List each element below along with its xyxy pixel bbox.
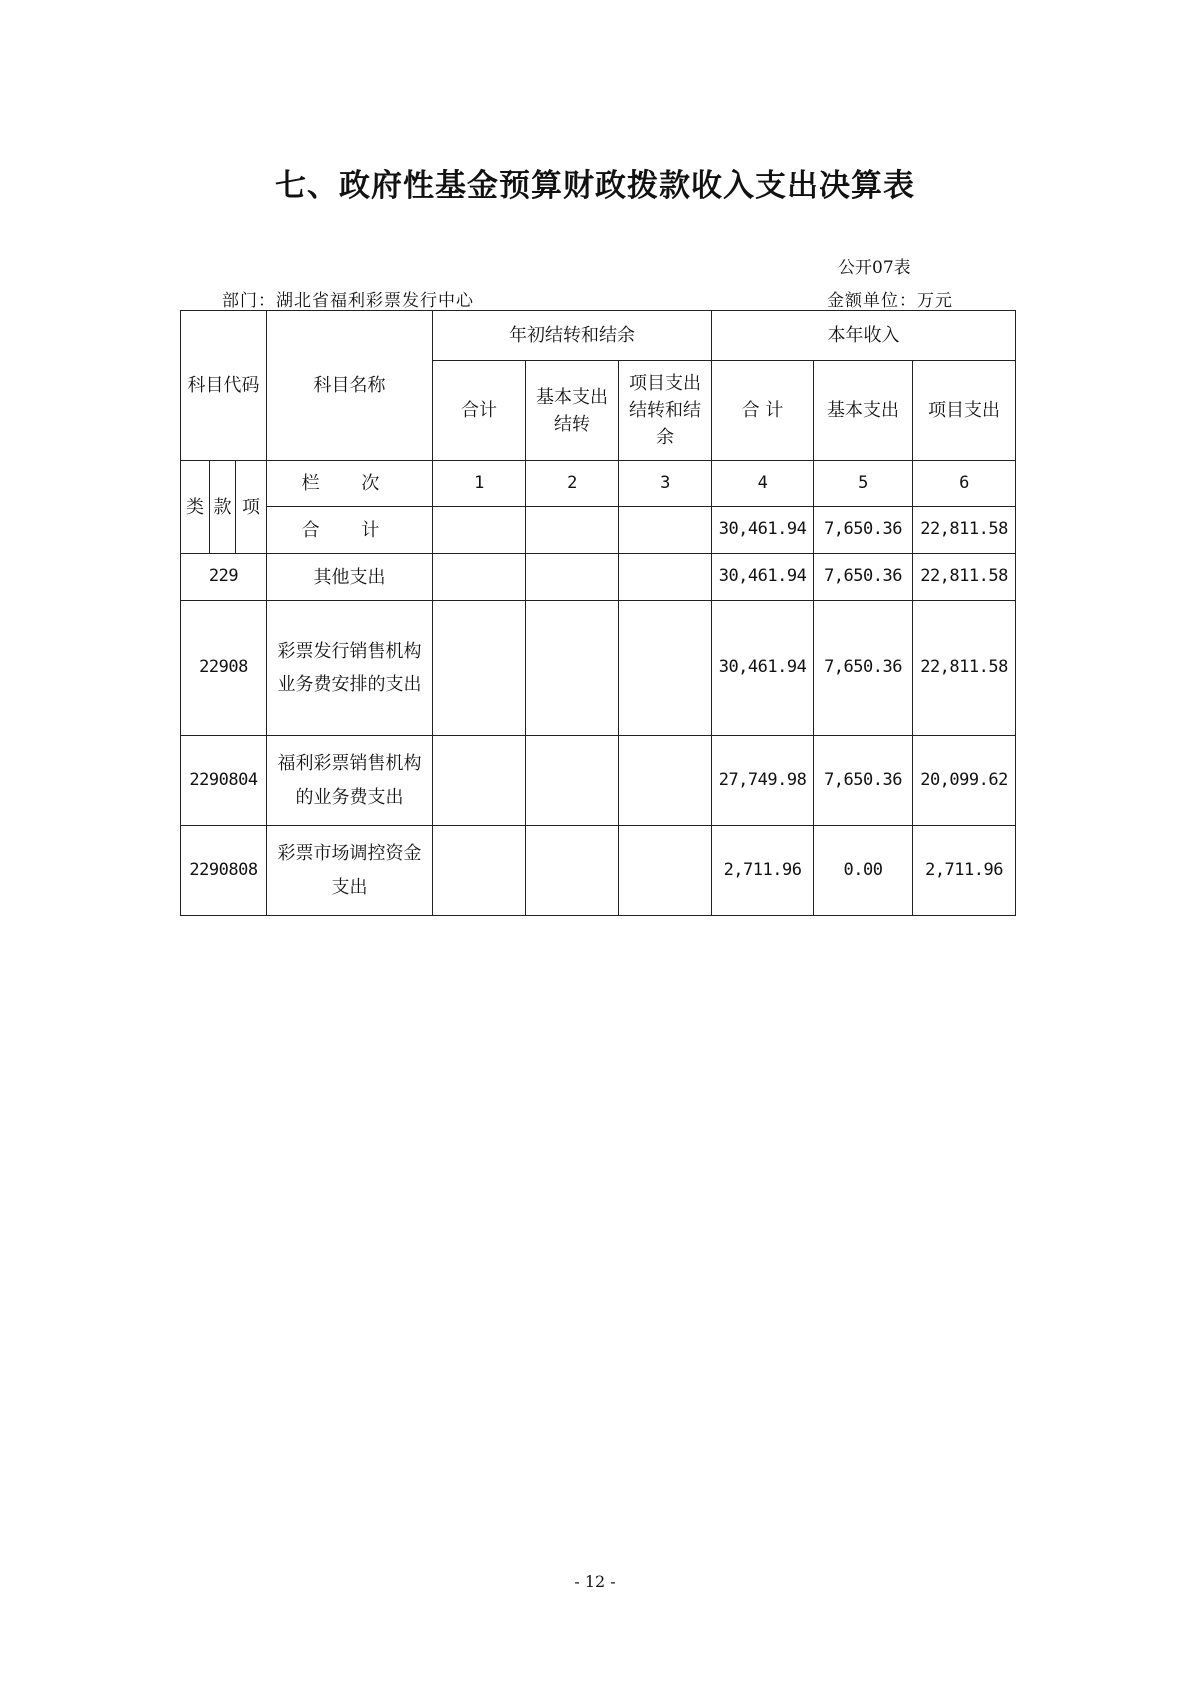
total-cell: 22,811.58: [913, 507, 1016, 554]
row-value: [619, 601, 712, 736]
total-cell: [619, 507, 712, 554]
header-income-basic: 基本支出: [814, 361, 913, 461]
total-cell: [526, 507, 619, 554]
header-income-total: 合 计: [712, 361, 814, 461]
row-value: [526, 554, 619, 601]
column-number: 1: [433, 461, 526, 507]
row-value: [526, 736, 619, 826]
column-number: 3: [619, 461, 712, 507]
budget-table: [180, 310, 1016, 916]
total-cell: 30,461.94: [712, 507, 814, 554]
header-carry-project: 项目支出结转和结余: [619, 361, 712, 461]
row-value: [619, 554, 712, 601]
header-carry-basic: 基本支出结转: [526, 361, 619, 461]
header-income-group: 本年收入: [712, 311, 1016, 361]
row-value: [619, 736, 712, 826]
column-number: 2: [526, 461, 619, 507]
row-value: [433, 554, 526, 601]
row-value: [433, 601, 526, 736]
column-number: 5: [814, 461, 913, 507]
row-value: [526, 826, 619, 916]
header-carry-total: 合计: [433, 361, 526, 461]
row-code: 2290804: [181, 736, 267, 826]
header-xiang: 项: [236, 461, 267, 554]
row-value: 22,811.58: [913, 554, 1016, 601]
row-value: 2,711.96: [712, 826, 814, 916]
amount-unit-label: 金额单位：万元: [827, 291, 953, 311]
page-number: - 12 -: [574, 1572, 616, 1591]
row-value: 20,099.62: [913, 736, 1016, 826]
total-cell: [433, 507, 526, 554]
row-value: 30,461.94: [712, 601, 814, 736]
grand-total-label: 合 计: [267, 507, 433, 554]
form-number: 公开07表: [838, 258, 911, 278]
row-value: [433, 826, 526, 916]
row-value: 22,811.58: [913, 601, 1016, 736]
row-name: 福利彩票销售机构的业务费支出: [267, 736, 433, 826]
header-lei: 类: [181, 461, 210, 554]
row-value: 7,650.36: [814, 554, 913, 601]
row-name: 彩票市场调控资金支出: [267, 826, 433, 916]
column-number-label: 栏 次: [267, 461, 433, 507]
table-row: [181, 601, 1016, 736]
row-value: 30,461.94: [712, 554, 814, 601]
row-value: 27,749.98: [712, 736, 814, 826]
total-cell: 7,650.36: [814, 507, 913, 554]
page-title: 七、政府性基金预算财政拨款收入支出决算表: [275, 168, 915, 204]
table-row: [181, 554, 1016, 601]
row-value: 2,711.96: [913, 826, 1016, 916]
row-name: 其他支出: [267, 554, 433, 601]
row-code: 22908: [181, 601, 267, 736]
row-value: [619, 826, 712, 916]
row-code: 229: [181, 554, 267, 601]
row-value: [433, 736, 526, 826]
row-value: [526, 601, 619, 736]
header-carryover-group: 年初结转和结余: [433, 311, 712, 361]
header-subject-name: 科目名称: [267, 311, 433, 461]
header-subject-code: 科目代码: [181, 311, 267, 461]
table-row: [181, 826, 1016, 916]
row-name: 彩票发行销售机构业务费安排的支出: [267, 601, 433, 736]
row-value: 7,650.36: [814, 736, 913, 826]
row-value: 7,650.36: [814, 601, 913, 736]
header-kuan: 款: [210, 461, 236, 554]
table-row: [181, 736, 1016, 826]
header-income-project: 项目支出: [913, 361, 1016, 461]
row-value: 0.00: [814, 826, 913, 916]
column-number: 6: [913, 461, 1016, 507]
row-code: 2290808: [181, 826, 267, 916]
column-number: 4: [712, 461, 814, 507]
department-label: 部门：湖北省福利彩票发行中心: [222, 291, 474, 311]
